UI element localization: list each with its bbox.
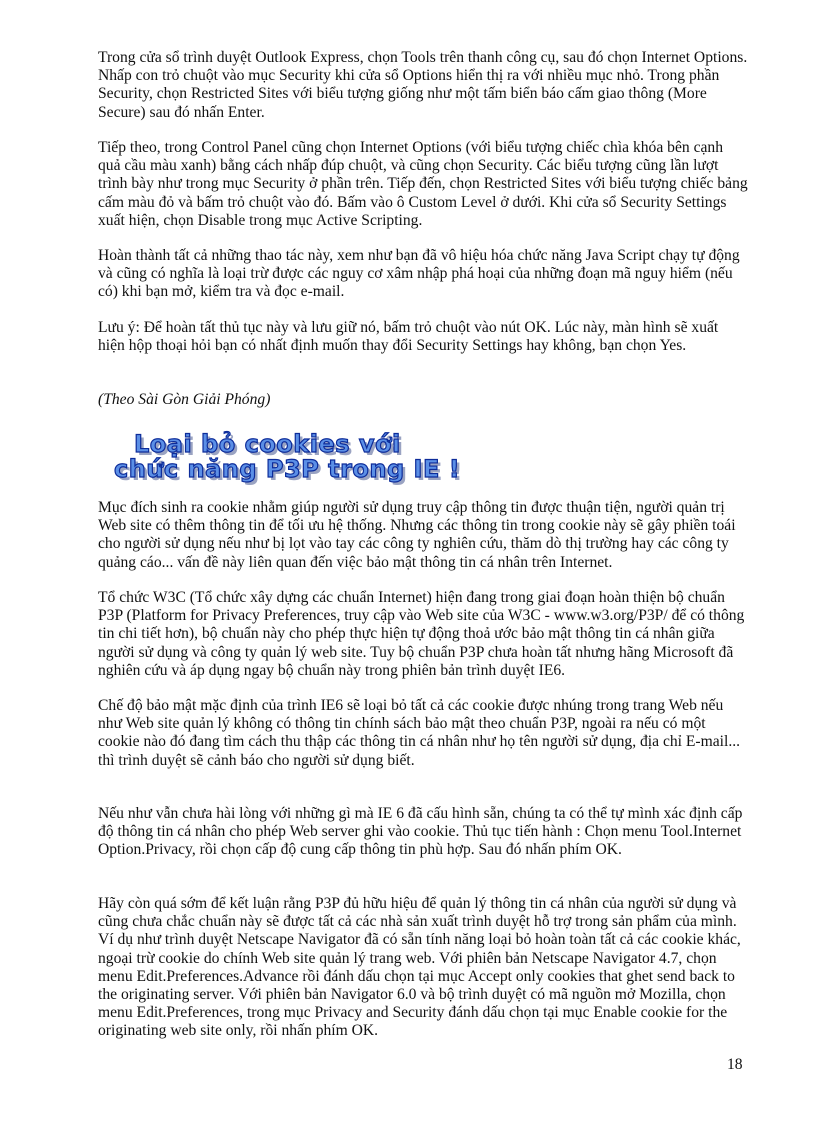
paragraph-netscape-navigator: Hãy còn quá sớm để kết luận rằng P3P đủ hữu hiệu để quản lý thông tin cá nhân của người sử dụng và cũng chưa chắc chuẩn này sẽ được tất cả các nhà sản xuất trình duyệt hỗ trợ trong sản phẩm của mình. Ví dụ như trình duyệt Netscape Navigator đã có sẵn tính năng loại bỏ hoàn toàn tất cả các cookie khác, ngoại trừ cookie do chính Web site quản lý trang web. Với phiên bản Netscape Navigator 4.7, chọn menu Edit.Preferences.Advance rồi đánh dấu chọn tại mục Accept only cookies that ghet send back to the originating server. Với phiên bản Navigator 6.0 và bộ trình duyệt có mã nguồn mở Mozilla, chọn menu Edit.Preferences, trong mục Privacy and Security đánh dấu chọn tại mục Enable cookie for the originating web site only, rồi nhấn phím OK. <box>98 895 741 1040</box>
paragraph-outlook-express-steps: Trong cửa sổ trình duyệt Outlook Express, chọn Tools trên thanh công cụ, sau đó chọn Internet Options. Nhấp con trỏ chuột vào mục Security khi cửa sổ Options hiển thị ra với nhiều mục nhỏ. Trong phần Security, chọn Restricted Sites với biểu tượng giống như một tấm biển báo cấm giao thông (More Secure) sau đó nhấn Enter. <box>98 49 748 121</box>
paragraph-ie6-privacy-settings: Nếu như vẫn chưa hài lòng với những gì mà IE 6 đã cấu hình sẵn, chúng ta có thể tự mình xác định cấp độ thông tin cá nhân cho phép Web server ghi vào cookie. Thủ tục tiến hành : Chọn menu Tool.Internet Option.Privacy, rồi chọn cấp độ cung cấp thông tin phù hợp. Sau đó nhấn phím OK. <box>98 805 743 859</box>
paragraph-w3c-p3p: Tổ chức W3C (Tổ chức xây dựng các chuẩn Internet) hiện đang trong giai đoạn hoàn thiện bộ chuẩn P3P (Platform for Privacy Preferences, truy cập vào Web site của W3C - www.w3.org/P3P/ để có thông tin chi tiết hơn), bộ chuẩn này cho phép thực hiện tự động thoả ước bảo mật thông tin cá nhân giữa người sử dụng và công ty quản lý web site. Tuy bộ chuẩn P3P chưa hoàn tất nhưng hãng Microsoft đã nghiên cứu và áp dụng ngay bộ chuẩn này trong phiên bản trình duyệt IE6. <box>98 589 745 679</box>
paragraph-cookie-purpose: Mục đích sinh ra cookie nhằm giúp người sử dụng truy cập thông tin được thuận tiện, người quản trị Web site có thêm thông tin để tối ưu hệ thống. Nhưng các thông tin trong cookie này sẽ gây phiền toái cho người sử dụng nếu như bị lọt vào tay các công ty nghiên cứu, thăm dò thị trường hay các công ty quảng cáo... vấn đề này liên quan đến việc bảo mật thông tin cá nhân trên Internet. <box>98 499 736 571</box>
paragraph-note-ok-button: Lưu ý: Để hoàn tất thủ tục này và lưu giữ nó, bấm trỏ chuột vào nút OK. Lúc này, màn hình sẽ xuất hiện hộp thoại hỏi bạn có nhất định muốn thay đổi Security Settings hay không, bạn chọn Yes. <box>98 319 719 355</box>
paragraph-control-panel-steps: Tiếp theo, trong Control Panel cũng chọn Internet Options (với biểu tượng chiếc chìa khóa bên cạnh quả cầu màu xanh) bằng cách nhấp đúp chuột, và cũng chọn Security. Các biểu tượng cũng lần lượt trình bày như trong mục Security ở phần trên. Tiếp đến, chọn Restricted Sites với biểu tượng chiếc bảng cấm màu đỏ và bấm trỏ chuột vào đó. Bấm vào ô Custom Level ở dưới. Khi cửa sổ Security Settings xuất hiện, chọn Disable trong mục Active Scripting. <box>98 139 748 229</box>
heading-line-2: chức năng P3P trong IE ! <box>114 455 461 483</box>
section-heading-wordart <box>114 432 460 482</box>
page-number: 18 <box>727 1056 743 1073</box>
heading-line-1: Loại bỏ cookies với <box>134 430 401 458</box>
paragraph-java-script-disabled: Hoàn thành tất cả những thao tác này, xem như bạn đã vô hiệu hóa chức năng Java Script chạy tự động và cũng có nghĩa là loại trừ được các nguy cơ xâm nhập phá hoại của những đoạn mã nguy hiểm (nếu có) khi bạn mở, kiểm tra và đọc e-mail. <box>98 247 740 301</box>
source-attribution: (Theo Sài Gòn Giải Phóng) <box>98 391 271 408</box>
paragraph-ie6-default-security: Chế độ bảo mật mặc định của trình IE6 sẽ loại bỏ tất cả các cookie được nhúng trong trang Web nếu như Web site quản lý không có thông tin chính sách bảo mật theo chuẩn P3P, ngoài ra nếu có một cookie nào đó đang tìm cách thu thập các thông tin cá nhân như họ tên người sử dụng, địa chỉ E-mail... thì trình duyệt sẽ cảnh báo cho người sử dụng biết. <box>98 697 741 769</box>
